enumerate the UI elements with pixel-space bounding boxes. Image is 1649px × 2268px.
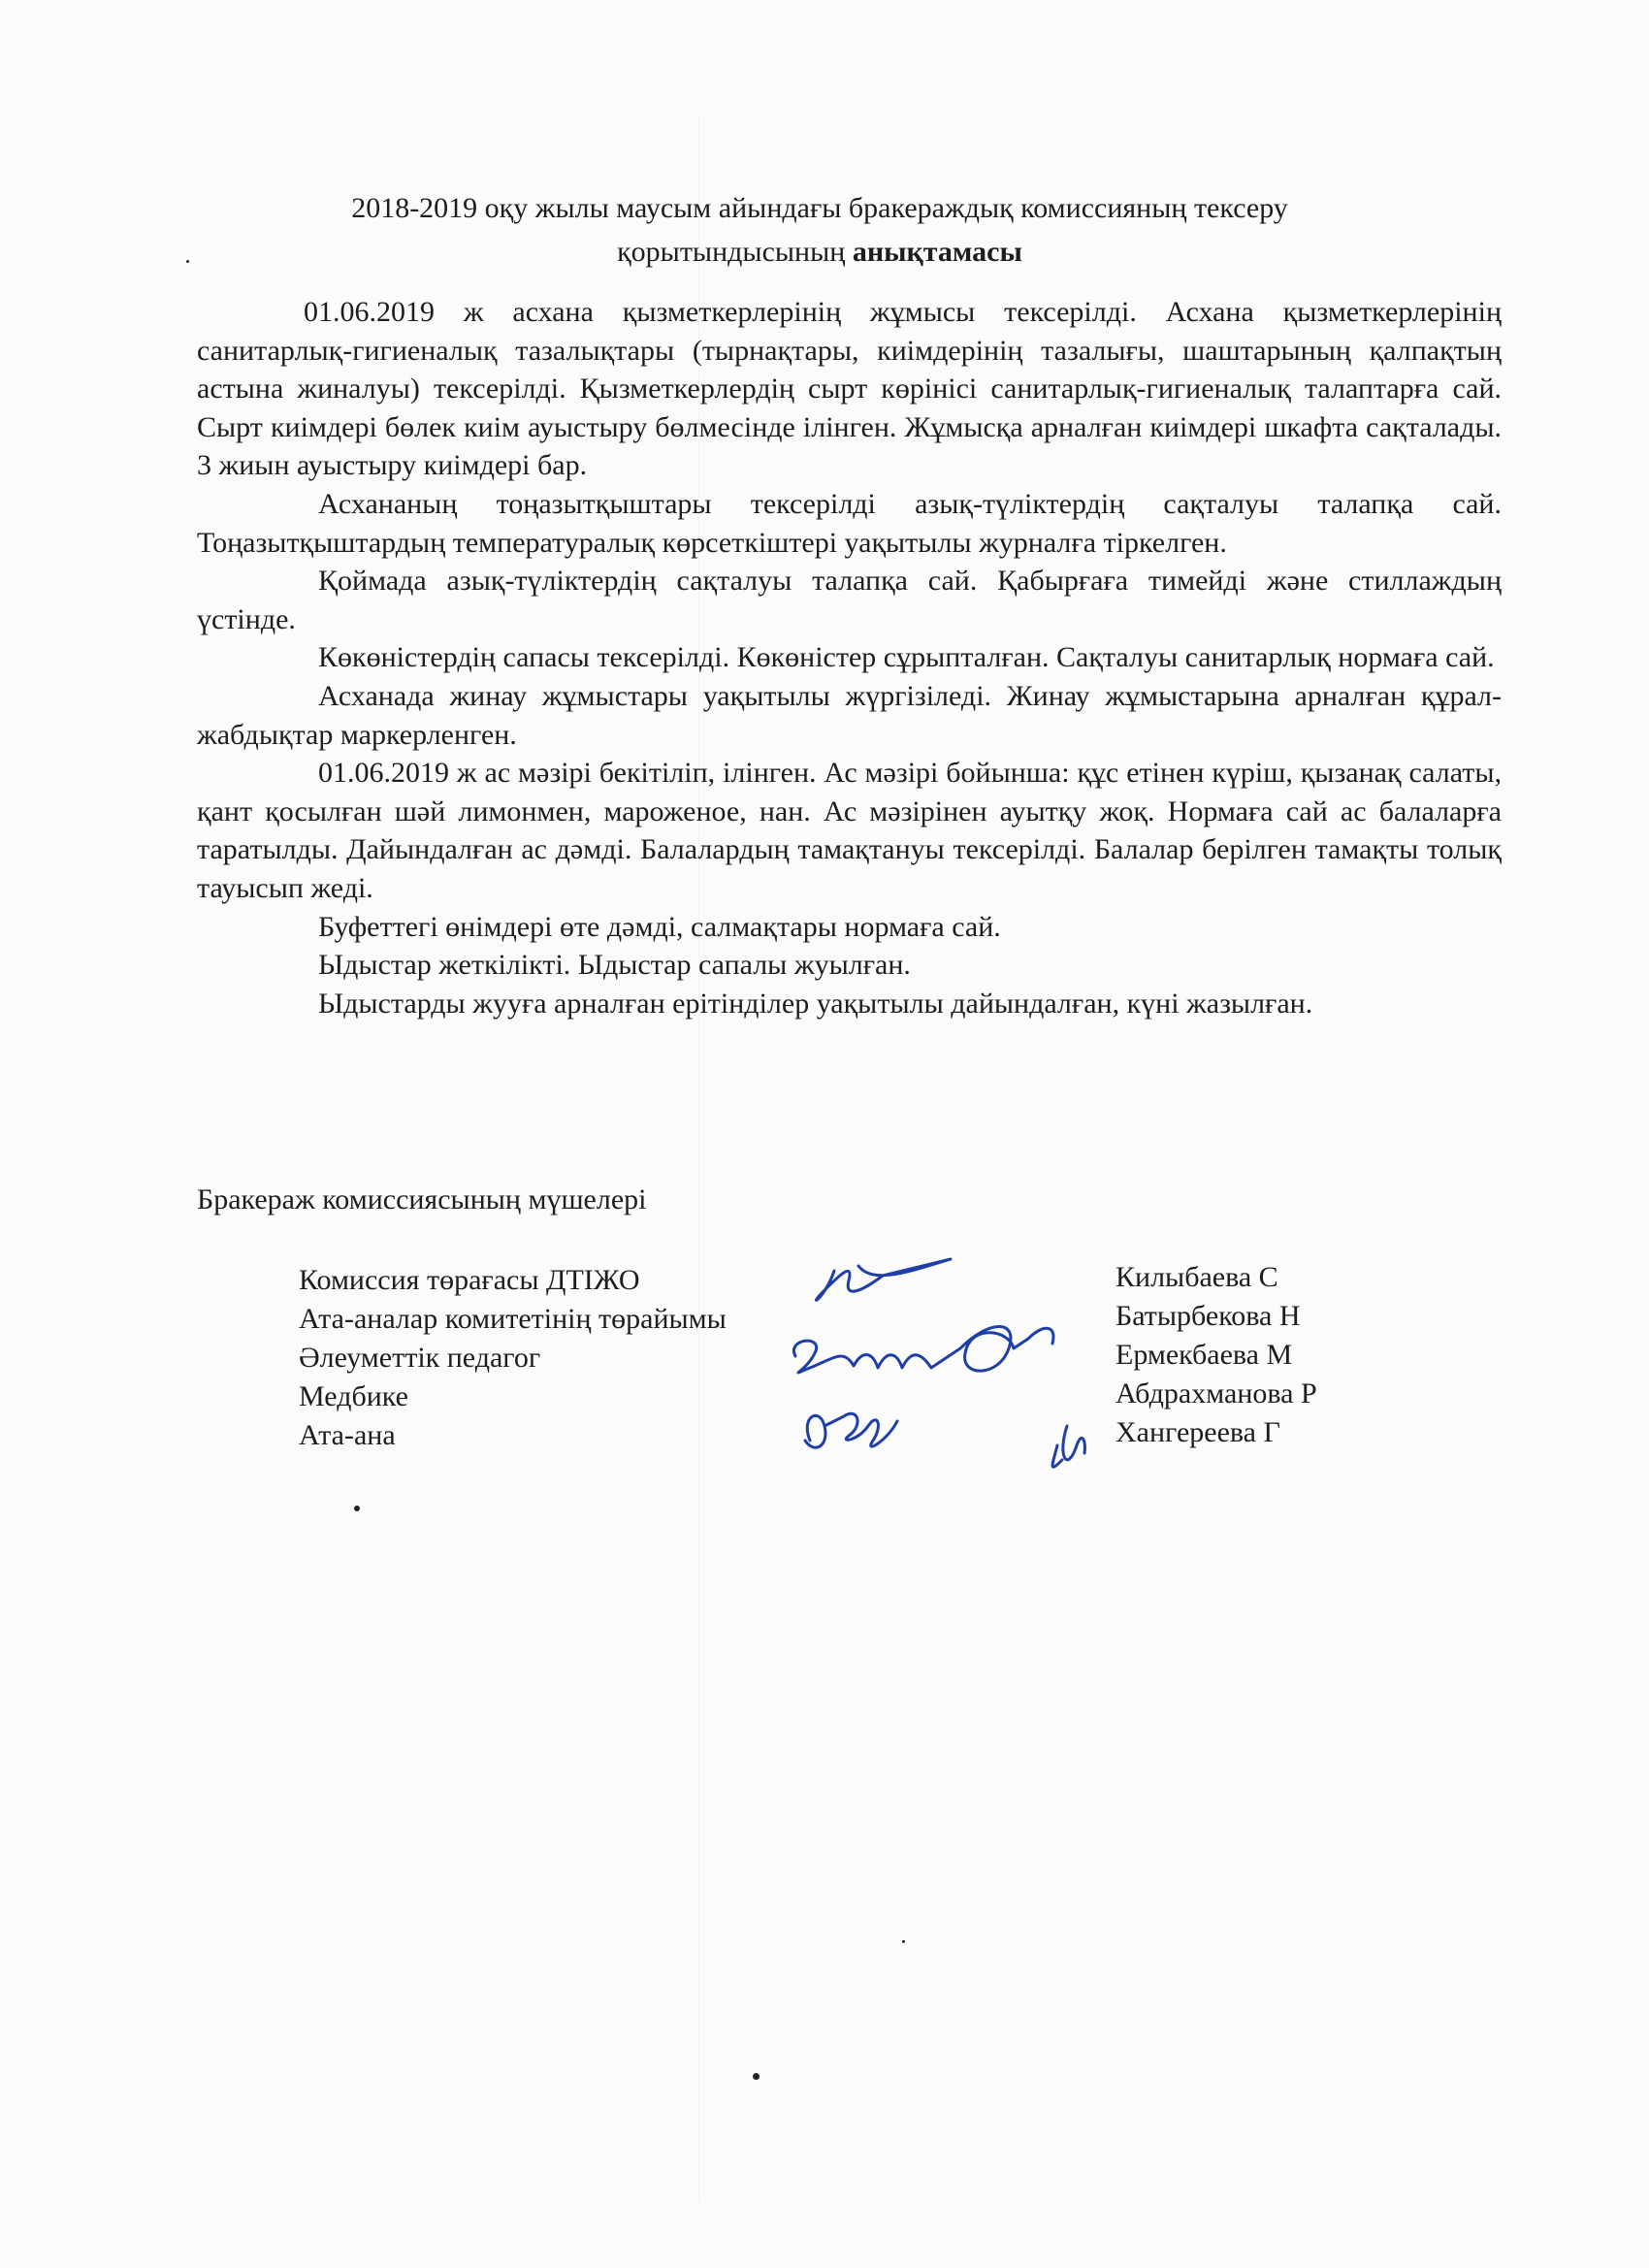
scan-speck: [753, 2073, 760, 2080]
member-name: Килыбаева С: [1116, 1261, 1278, 1293]
member-role: Әлеуметтік педагог: [299, 1342, 541, 1374]
paragraph-solutions: Ыдыстарды жууға арналған ерітінділер уақытылы дайындалған, күні жазылған.: [318, 987, 1313, 1020]
paragraph-staff-check: 01.06.2019 ж асхана қызметкерлерінің жұмысы тексерілді. Асхана қызметкерлерінің санитарлық-гигиеналық тазалықтары (тырнақтары, киімдерінің тазалығы, шаштарының қалпақтың астына жиналуы) тексерілді. Қызметкерлердің сырт көрінісі санитарлық-гигиеналық талаптарға сай. Сырт киімдері бөлек киім ауыстыру бөлмесінде ілінген. Жұмысқа арналған киімдері шкафта сақталады. 3 жиын ауыстыру киімдері бар.: [197, 296, 1502, 482]
member-name: Абдрахманова Р: [1116, 1377, 1317, 1409]
member-role: Комиссия төрағасы ДТІЖО: [299, 1264, 640, 1296]
scan-speck: [902, 1940, 905, 1943]
member-role: Медбике: [299, 1380, 408, 1412]
paragraph-menu: 01.06.2019 ж ас мәзірі бекітіліп, ілінген. Ас мәзірі бойынша: құс етінен күріш, қызанақ салаты, қант қосылған шәй лимонмен, мароженое, нан. Ас мәзірінен ауытқу жоқ. Нормаға сай ас балаларға таратылды. Дайындалған ас дәмді. Балалардың тамақтануы тексерілді. Балалар берілген тамақты толық тауысып жеді.: [197, 757, 1502, 904]
document-body: [197, 293, 1502, 1022]
signature-pedagogue: [805, 1413, 897, 1447]
title-line-1: 2018-2019 оқу жылы маусым айындағы бракераждық комиссияның тексеру: [351, 192, 1288, 224]
scan-speck: [186, 260, 189, 263]
paragraph-fridges: Асхананың тоңазытқыштары тексерілді азық-түліктердің сақталуы талапқа сай. Тоңазытқыштардың температуралық көрсеткіштері уақытылы журналға тіркелген.: [197, 487, 1502, 559]
title-line-2-bold: анықтамасы: [852, 236, 1022, 268]
paragraph-dishes: Ыдыстар жеткілікті. Ыдыстар сапалы жуылған.: [318, 949, 911, 982]
paragraph-cleaning: Асханада жинау жұмыстары уақытылы жүргізіледі. Жинау жұмыстарына арналған құрал-жабдықтар маркерленген.: [197, 679, 1502, 751]
member-names: [1116, 1258, 1317, 1452]
member-role: Ата-ана: [299, 1419, 396, 1451]
member-name: Хангереева Г: [1116, 1416, 1280, 1448]
member-name: Ермекбаева М: [1116, 1339, 1293, 1371]
title-line-2-text: қорытындысының: [617, 236, 853, 268]
paragraph-storage: Қоймада азық-түліктердің сақталуы талапқа сай. Қабырғаға тимейді және стиллаждың үстінде.: [197, 565, 1502, 635]
signature-nurse: [1052, 1426, 1084, 1467]
member-roles: [299, 1261, 727, 1455]
members-heading: Бракераж комиссиясының мүшелері: [197, 1183, 647, 1215]
paragraph-vegetables: Көкөністердің сапасы тексерілді. Көкөністер сұрыпталған. Сақталуы санитарлық нормаға сай.: [318, 641, 1495, 674]
document-title: [175, 186, 1465, 274]
scan-speck: [354, 1506, 360, 1511]
title-line-2: [175, 230, 1465, 274]
paragraph-buffet: Буфеттегі өнімдері өте дәмді, салмақтары нормаға сай.: [318, 910, 1001, 943]
member-role: Ата-аналар комитетінің төрайымы: [299, 1303, 727, 1335]
signature-chair: [816, 1259, 951, 1300]
member-name: Батырбекова Н: [1116, 1300, 1301, 1332]
signature-committee: [793, 1327, 1053, 1374]
